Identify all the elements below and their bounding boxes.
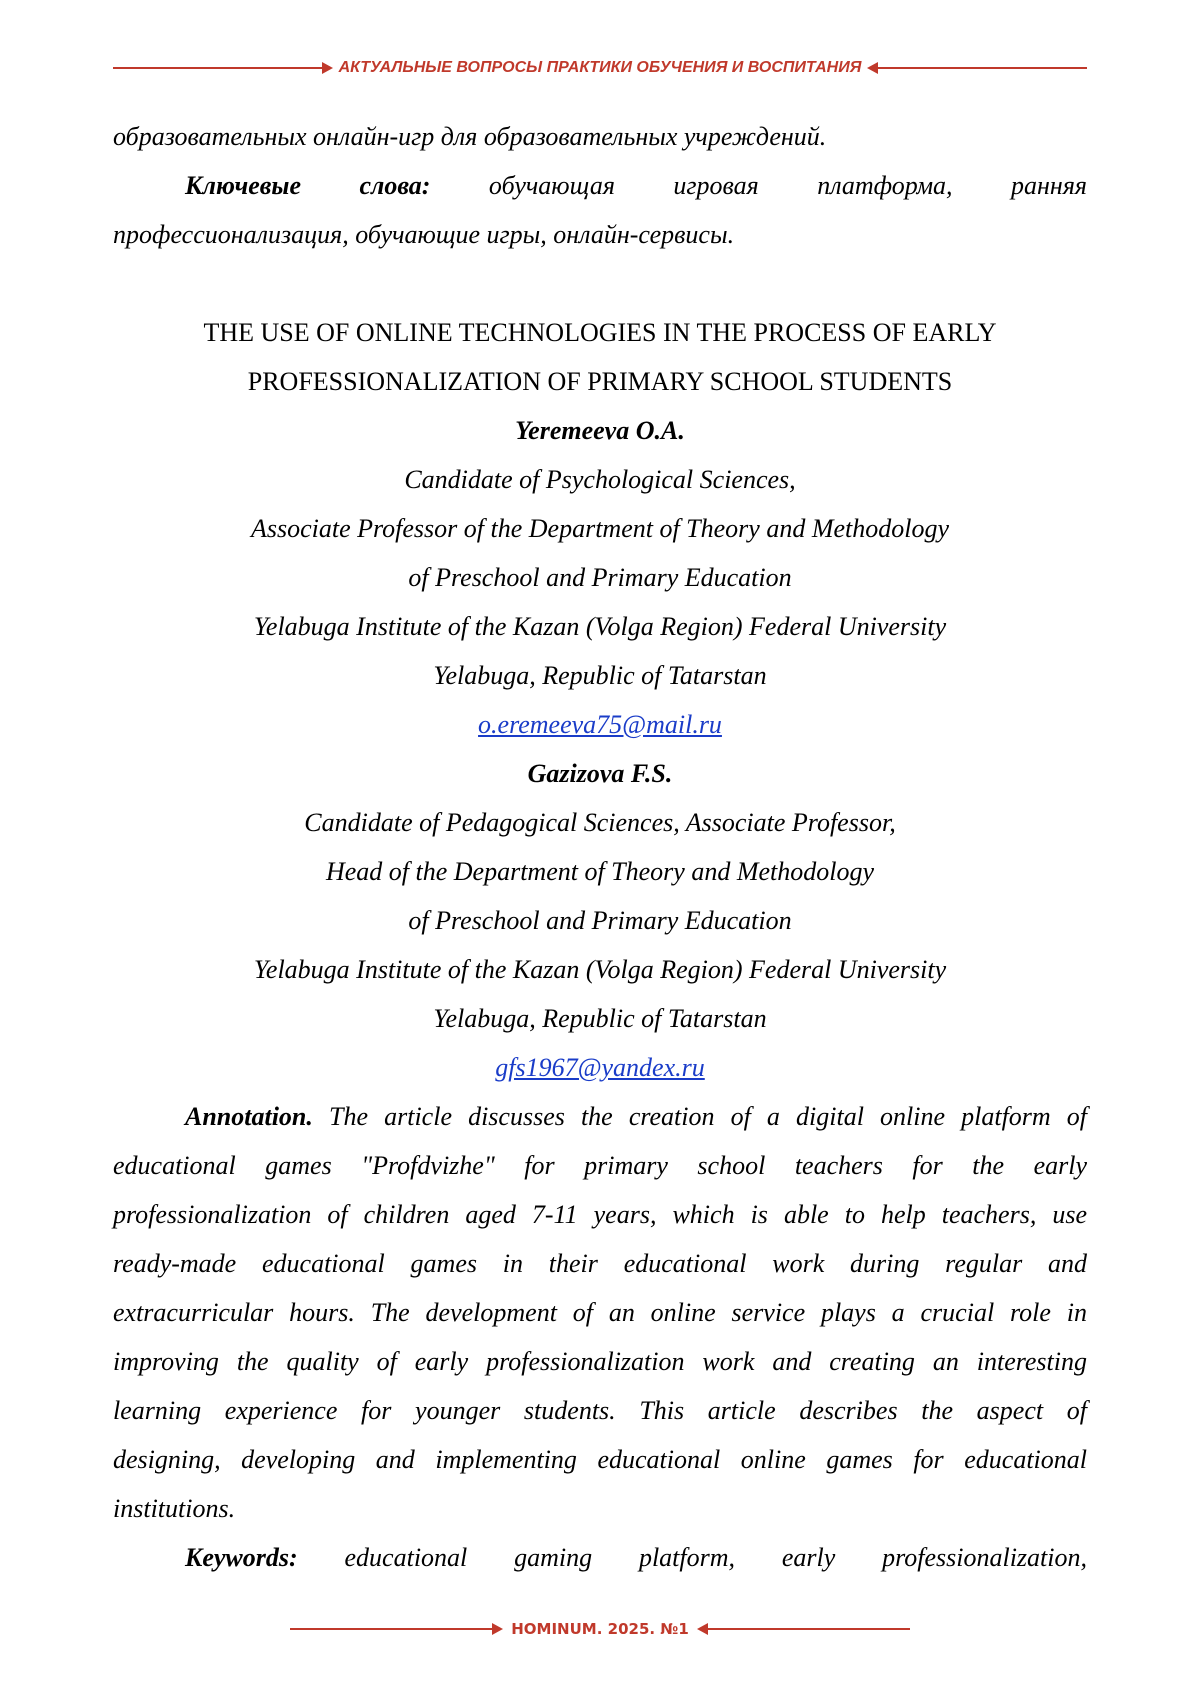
annotation-line: educational games "Profdvizhe" for primary school teachers for the early [113, 1151, 1087, 1180]
annotation-line [113, 1092, 1087, 1141]
keywords-label: Keywords: [185, 1543, 298, 1572]
annotation-line: professionalization of children aged 7-11 years, which is able to help teachers, use [113, 1200, 1087, 1229]
article-title-line-2: PROFESSIONALIZATION OF PRIMARY SCHOOL STUDENTS [247, 367, 953, 396]
keywords-text: educational gaming platform, early professionalization, [344, 1543, 1087, 1572]
running-footer [290, 1617, 910, 1641]
author-email-row [113, 700, 1087, 749]
ru-keywords-label: Ключевые слова: [185, 171, 431, 200]
ru-keywords-text: обучающая игровая платформа, ранняя [488, 171, 1087, 200]
author-affiliation-line: of Preschool and Primary Education [408, 563, 792, 592]
annotation-line: extracurricular hours. The development of an online service plays a crucial role in [113, 1298, 1087, 1327]
journal-issue: HOMINUM. 2025. №1 [511, 1620, 689, 1638]
header-right-arrow [869, 67, 1087, 69]
author-affiliation-line: of Preschool and Primary Education [408, 906, 792, 935]
annotation-text: The article discusses the creation of a digital online platform of [329, 1102, 1088, 1131]
ru-annotation-end: образовательных онлайн-игр для образовательных учреждений. [113, 122, 827, 151]
page-content [113, 112, 1087, 1582]
annotation-line: designing, developing and implementing educational online games for educational [113, 1445, 1087, 1474]
journal-section-title: АКТУАЛЬНЫЕ ВОПРОСЫ ПРАКТИКИ ОБУЧЕНИЯ И ВОСПИТАНИЯ [338, 59, 862, 76]
ru-keywords-line-1 [113, 161, 1087, 210]
author-affiliation-line: Associate Professor of the Department of Theory and Methodology [250, 514, 950, 543]
keywords-line [113, 1533, 1087, 1582]
author-email-row [113, 1043, 1087, 1092]
author-name: Gazizova F.S. [527, 759, 673, 788]
author-email-link[interactable]: gfs1967@yandex.ru [495, 1053, 705, 1082]
ru-keywords-line-2: профессионализация, обучающие игры, онлайн-сервисы. [113, 220, 735, 249]
article-title-line-1: THE USE OF ONLINE TECHNOLOGIES IN THE PROCESS OF EARLY [203, 318, 997, 347]
footer-left-arrow [290, 1628, 501, 1630]
annotation-line: institutions. [113, 1494, 236, 1523]
annotation-line: learning experience for younger students. This article describes the aspect of [113, 1396, 1087, 1425]
spacer [113, 259, 1087, 308]
annotation-line: ready-made educational games in their educational work during regular and [113, 1249, 1087, 1278]
author-email-link[interactable]: o.eremeeva75@mail.ru [478, 710, 722, 739]
author-affiliation-line: Candidate of Pedagogical Sciences, Associate Professor, [304, 808, 896, 837]
author-affiliation-line: Yelabuga, Republic of Tatarstan [433, 661, 767, 690]
author-name: Yeremeeva O.A. [515, 416, 685, 445]
author-affiliation-line: Candidate of Psychological Sciences, [404, 465, 796, 494]
author-affiliation-line: Head of the Department of Theory and Methodology [325, 857, 875, 886]
author-affiliation-line: Yelabuga Institute of the Kazan (Volga Region) Federal University [253, 612, 947, 641]
annotation-label: Annotation. [185, 1102, 313, 1131]
author-affiliation-line: Yelabuga Institute of the Kazan (Volga Region) Federal University [253, 955, 947, 984]
footer-right-arrow [699, 1628, 910, 1630]
author-affiliation-line: Yelabuga, Republic of Tatarstan [433, 1004, 767, 1033]
header-left-arrow [113, 67, 331, 69]
running-header [113, 56, 1087, 80]
annotation-line: improving the quality of early professionalization work and creating an interesting [113, 1347, 1087, 1376]
